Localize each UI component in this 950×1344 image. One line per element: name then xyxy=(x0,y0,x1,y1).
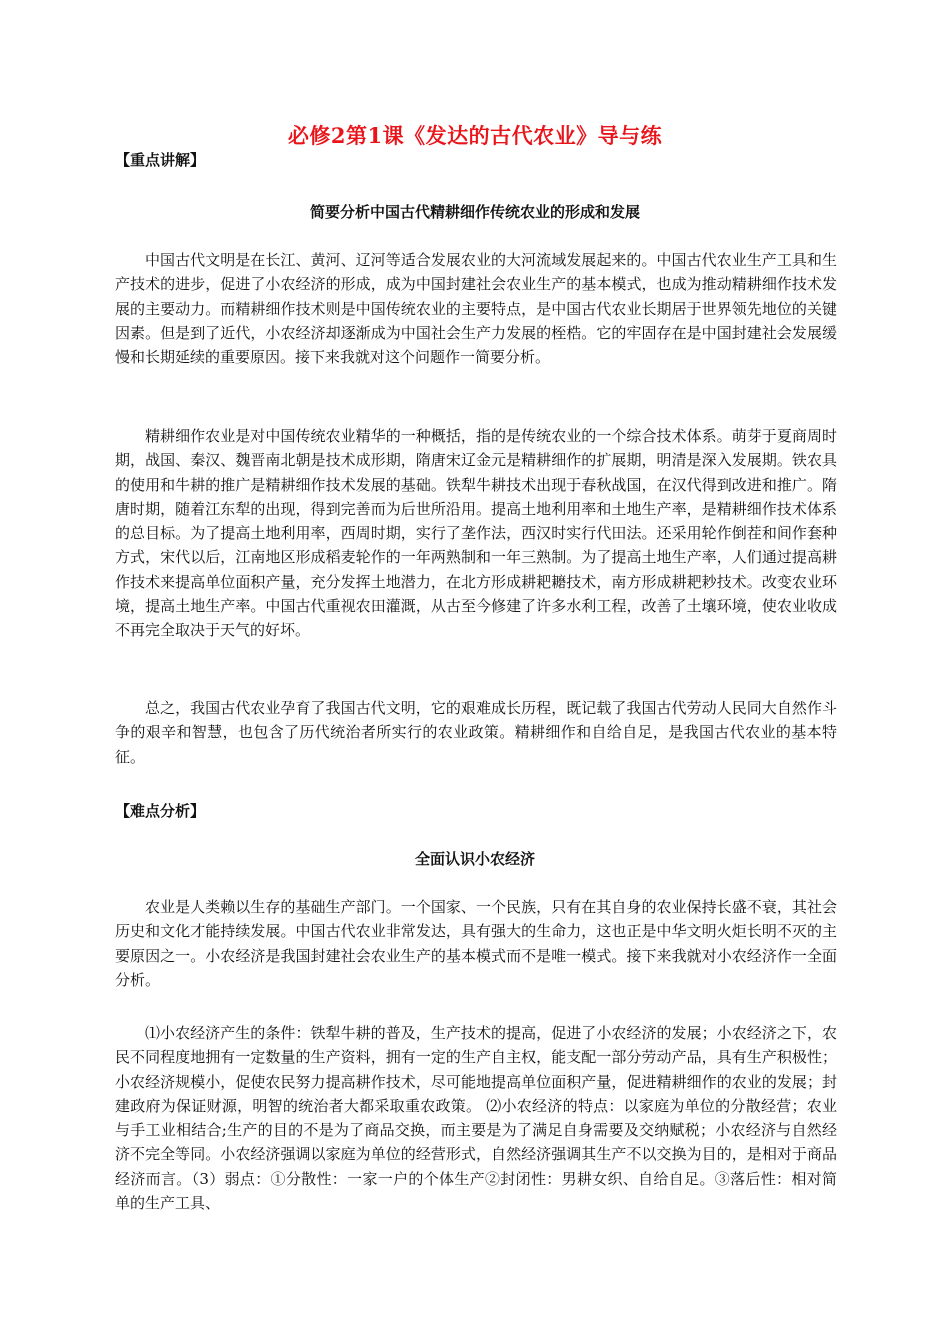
section-label-key-points: 【重点讲解】 xyxy=(115,151,206,169)
paragraph: 总之，我国古代农业孕育了我国古代文明，它的艰难成长历程，既记载了我国古代劳动人民同大自然作斗争的艰辛和智慧，也包含了历代统治者所实行的农业政策。精耕细作和自给自足，是我国古代农业的基本特征。 xyxy=(115,699,837,766)
paragraph: 精耕细作农业是对中国传统农业精华的一种概括，指的是传统农业的一个综合技术体系。萌芽于夏商周时期，战国、秦汉、魏晋南北朝是技术成形期，隋唐宋辽金元是精耕细作的扩展期，明清是深入发展期。铁农具的使用和牛耕的推广是精耕细作技术发展的基础。铁犁牛耕技术出现于春秋战国，在汉代得到改进和推广。隋唐时期，随着江东犁的出现，得到完善而为后世所沿用。提高土地利用率和土地生产率，是精耕细作技术体系的总目标。为了提高土地利用率，西周时期，实行了垄作法，西汉时实行代田法。还采用轮作倒茬和间作套种方式，宋代以后，江南地区形成稻麦轮作的一年两熟制和一年三熟制。为了提高土地生产率，人们通过提高耕作技术来提高单位面积产量，充分发挥土地潜力，在北方形成耕耙耱技术，南方形成耕耙耖技术。改变农业环境，提高土地生产率。中国古代重视农田灌溉，从古至今修建了许多水利工程，改善了土壤环境，使农业收成不再完全取决于天气的好坏。 xyxy=(115,427,837,640)
paragraph: 农业是人类赖以生存的基础生产部门。一个国家、一个民族，只有在其自身的农业保持长盛不衰，其社会历史和文化才能持续发展。中国古代农业非常发达，具有强大的生命力，这也正是中华文明火炬长明不灭的主要原因之一。小农经济是我国封建社会农业生产的基本模式而不是唯一模式。接下来我就对小农经济作一全面分析。 xyxy=(115,898,837,989)
section-heading-difficulties: 全面认识小农经济 xyxy=(414,850,535,868)
paragraph: ⑴小农经济产生的条件：铁犁牛耕的普及，生产技术的提高，促进了小农经济的发展；小农经济之下，农民不同程度地拥有一定数量的生产资料，拥有一定的生产自主权，能支配一部分劳动产品，具有生产积极性；小农经济规模小，促使农民努力提高耕作技术，尽可能地提高单位面积产量，促进精耕细作的农业的发展；封建政府为保证财源，明智的统治者大都采取重农政策。 ⑵小农经济的特点：以家庭为单位的分散经营；农业与手工业相结合;生产的目的不是为了商品交换，而主要是为了满足自身需要及交纳赋税；小农经济与自然经济不完全等同。小农经济强调以家庭为单位的经营形式，自然经济强调其生产不以交换为目的，是相对于商品经济而言。（3）弱点：①分散性：一家一户的个体生产②封闭性：男耕女织、自给自足。③落后性：相对简单的生产工具、 xyxy=(115,1024,837,1213)
section-heading-key-points: 简要分析中国古代精耕细作传统农业的形成和发展 xyxy=(309,203,640,221)
document-title: 必修2第1课《发达的古代农业》导与练 xyxy=(287,123,663,148)
paragraph: 中国古代文明是在长江、黄河、辽河等适合发展农业的大河流域发展起来的。中国古代农业生产工具和生产技术的进步，促进了小农经济的形成，成为中国封建社会农业生产的基本模式，也成为推动精耕细作技术发展的主要动力。而精耕细作技术则是中国传统农业的主要特点，是中国古代农业长期居于世界领先地位的关键因素。但是到了近代，小农经济却逐渐成为中国社会生产力发展的桎梏。它的牢固存在是中国封建社会发展缓慢和长期延续的重要原因。接下来我就对这个问题作一简要分析。 xyxy=(115,251,837,367)
section-label-difficulties: 【难点分析】 xyxy=(115,802,206,820)
